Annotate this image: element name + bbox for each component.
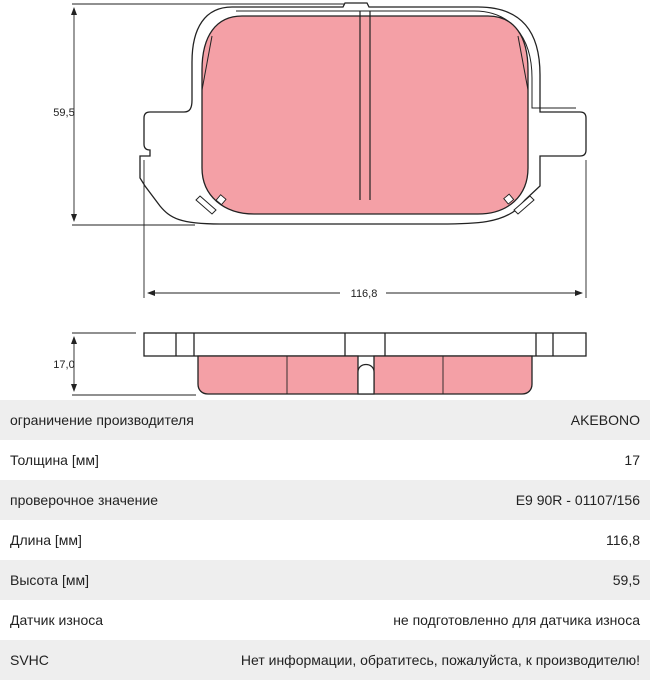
- spec-row-wear-sensor: [0, 600, 650, 640]
- spec-value: AKEBONO: [570, 412, 640, 428]
- spec-row-height: [0, 560, 650, 600]
- spec-value: не подготовленно для датчика износа: [393, 612, 640, 628]
- front-view: [140, 3, 586, 224]
- spec-label: Высота [мм]: [10, 572, 89, 588]
- height-label: 59,5: [53, 107, 75, 119]
- side-backing-plate: [144, 333, 586, 356]
- spec-value: 59,5: [612, 572, 640, 588]
- friction-material: [202, 16, 528, 214]
- spec-label: Датчик износа: [10, 612, 104, 628]
- spec-value: 17: [624, 452, 640, 468]
- spec-row-thickness: [0, 440, 650, 480]
- spec-row-svhc: [0, 640, 650, 680]
- spec-row-manufacturer: [0, 400, 650, 440]
- spec-label: ограничение производителя: [10, 412, 194, 428]
- spec-label: Длина [мм]: [10, 532, 82, 548]
- spec-value: E9 90R - 01107/156: [515, 492, 640, 508]
- spec-label: SVHC: [10, 652, 49, 668]
- spec-row-test-value: [0, 480, 650, 520]
- spec-table: [0, 400, 650, 680]
- thickness-label: 17,0: [53, 359, 75, 371]
- spec-row-length: [0, 520, 650, 560]
- spec-value: Нет информации, обратитесь, пожалуйста, к производителю!: [240, 652, 640, 668]
- side-view: [144, 333, 586, 394]
- spec-value: 116,8: [606, 532, 640, 548]
- spec-label: проверочное значение: [10, 492, 159, 508]
- length-label: 116,8: [350, 288, 378, 300]
- spec-label: Толщина [мм]: [10, 452, 99, 468]
